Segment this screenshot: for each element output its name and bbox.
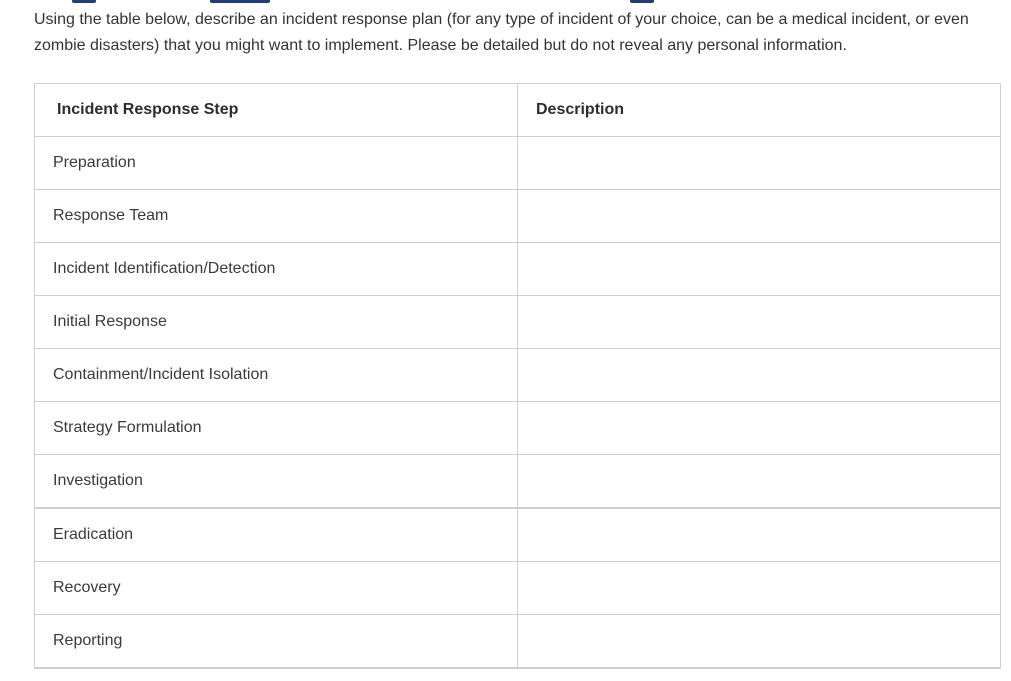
description-cell[interactable]: [518, 455, 1001, 509]
step-cell: Containment/Incident Isolation: [35, 349, 518, 402]
description-cell[interactable]: [518, 190, 1001, 243]
step-cell: Response Team: [35, 190, 518, 243]
description-cell[interactable]: [518, 349, 1001, 402]
step-cell: Preparation: [35, 137, 518, 190]
step-cell: Recovery: [35, 562, 518, 615]
description-cell[interactable]: [518, 296, 1001, 349]
page-heading-cropped: [34, 0, 654, 4]
table-row: [35, 243, 1001, 296]
table-row: [35, 296, 1001, 349]
description-cell[interactable]: [518, 508, 1001, 562]
step-cell: Reporting: [35, 615, 518, 669]
description-cell[interactable]: [518, 137, 1001, 190]
description-cell[interactable]: [518, 243, 1001, 296]
incident-response-table: [34, 83, 1001, 669]
table-header-row: [35, 84, 1001, 137]
table-row: [35, 349, 1001, 402]
table-row: [35, 508, 1001, 562]
table-row: [35, 190, 1001, 243]
description-cell[interactable]: [518, 615, 1001, 669]
description-cell[interactable]: [518, 562, 1001, 615]
column-header-step: Incident Response Step: [35, 84, 518, 137]
step-cell: Eradication: [35, 508, 518, 562]
step-cell: Strategy Formulation: [35, 402, 518, 455]
table-row: [35, 562, 1001, 615]
step-cell: Initial Response: [35, 296, 518, 349]
table-row: [35, 455, 1001, 509]
step-cell: Incident Identification/Detection: [35, 243, 518, 296]
table-row: [35, 402, 1001, 455]
table-row: [35, 615, 1001, 669]
instructions-text: Using the table below, describe an incident response plan (for any type of incident of your choice, can be a medical incident, or even zombie disasters) that you might want to implement. Please be detailed but do not reveal any personal information.: [34, 11, 969, 54]
step-cell: Investigation: [35, 455, 518, 509]
table-row: [35, 137, 1001, 190]
description-cell[interactable]: [518, 402, 1001, 455]
column-header-description: Description: [518, 84, 1001, 137]
